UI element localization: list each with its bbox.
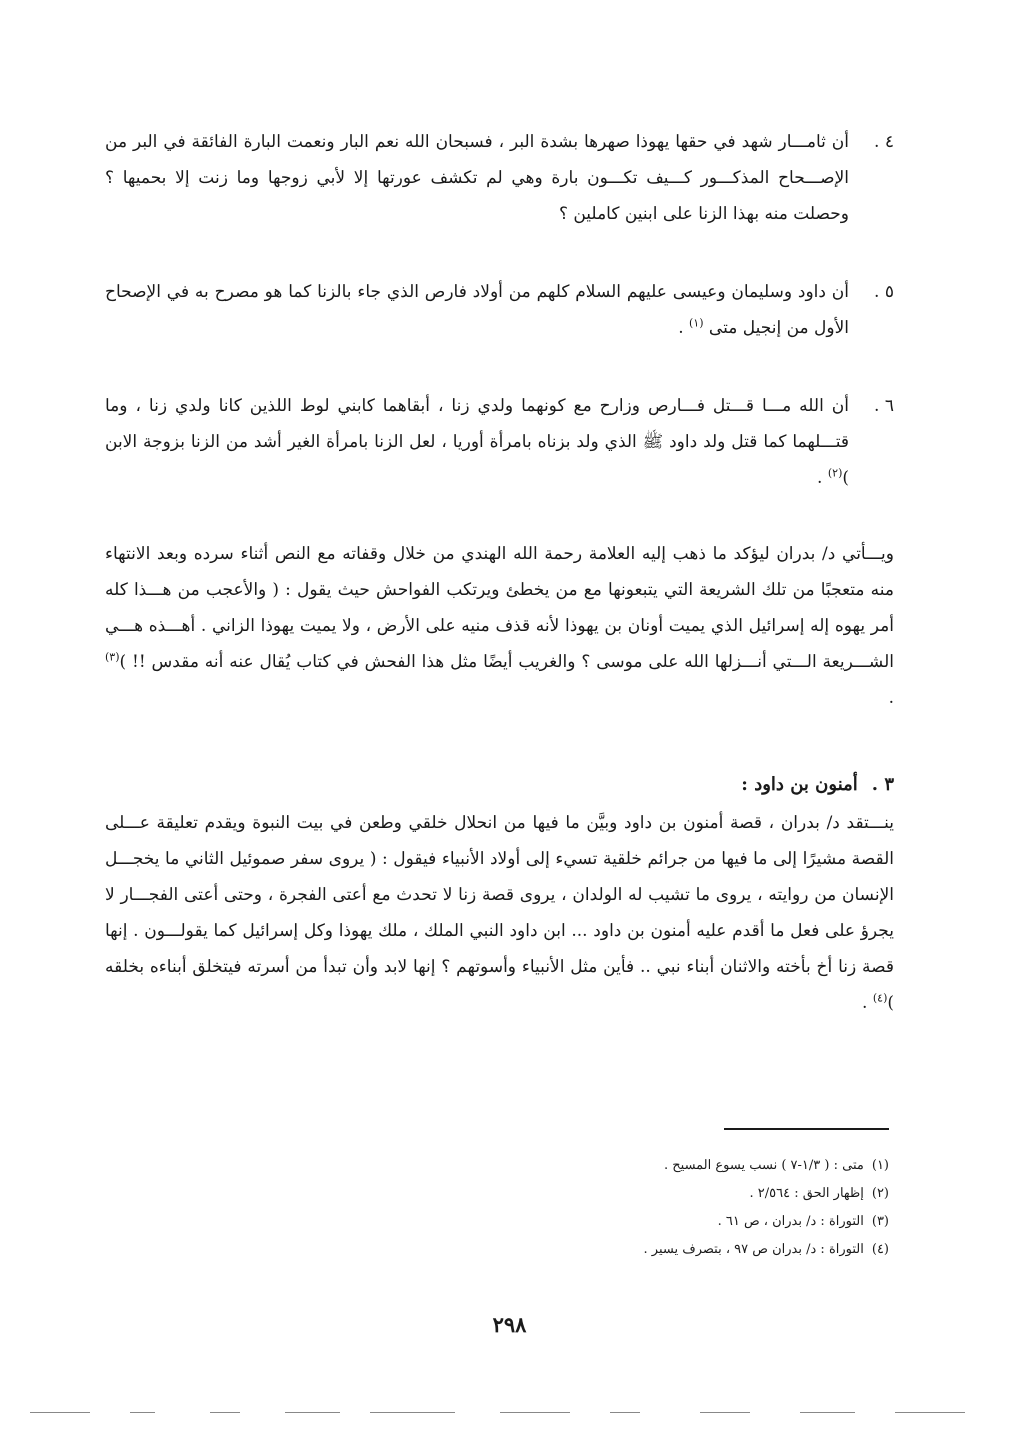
section-number: ٣ . xyxy=(871,774,894,795)
page-number: ٢٩٨ xyxy=(492,1312,527,1337)
list-item-number: ٤ . xyxy=(874,132,894,152)
section-title: أمنون بن داود : xyxy=(741,774,858,795)
footnote-number: (٤) xyxy=(871,1242,889,1257)
footnote-4 xyxy=(644,1236,889,1264)
footnote-text: إظهار الحق : ٢/٥٦٤ . xyxy=(749,1186,864,1201)
footnote-text: التوراة : د/ بدران ص ٩٧ ، بتصرف يسير . xyxy=(643,1242,864,1257)
scan-edge-mark xyxy=(800,1412,855,1413)
scan-edge-mark xyxy=(895,1412,965,1413)
footnote-reference: (٣) xyxy=(105,650,120,664)
footnote-separator xyxy=(724,1128,889,1130)
paragraph-amnon-story xyxy=(105,805,894,1021)
footnote-text: التوراة : د/ بدران ، ص ٦١ . xyxy=(717,1214,864,1229)
list-item-number: ٥ . xyxy=(874,282,894,302)
list-item-5 xyxy=(105,274,894,346)
paragraph-tail: . xyxy=(862,993,873,1013)
footnote-3 xyxy=(644,1208,889,1236)
paragraph-tail: . xyxy=(888,688,894,708)
list-item-number: ٦ . xyxy=(874,396,894,416)
scan-edge-mark xyxy=(285,1412,340,1413)
footnotes xyxy=(644,1152,889,1264)
scan-edge-mark xyxy=(30,1412,90,1413)
list-item-text: أن ثامـــار شهد في حقها يهوذا صهرها بشدة البر ، فسبحان الله نعم البار ونعمت البارة الفائقة في البر من الإصـــحاح المذكـــور كـــيف تكـــون بارة وهي لم تكشف عورتها إلا لأبي زوجها وما زنت إلا بحميها ؟ وحصلت منه بهذا الزنا على ابنين كاملين ؟ xyxy=(105,132,849,224)
list-item-tail: . xyxy=(817,468,828,488)
list-item-body xyxy=(105,274,849,346)
scan-edge-mark xyxy=(130,1412,155,1413)
scan-edge-mark xyxy=(370,1412,455,1413)
footnote-number: (٣) xyxy=(871,1214,889,1229)
footnote-text: متى : ( ١/٣-٧ ) نسب يسوع المسيح . xyxy=(663,1158,864,1173)
section-heading xyxy=(741,767,894,803)
list-item-4 xyxy=(105,124,894,232)
scan-edge-mark xyxy=(500,1412,570,1413)
paragraph-badran-commentary xyxy=(105,536,894,716)
scan-edge-mark xyxy=(210,1412,240,1413)
scan-edge-mark xyxy=(610,1412,640,1413)
footnote-reference: (١) xyxy=(689,316,704,330)
list-item-text: أن داود وسليمان وعيسى عليهم السلام كلهم من أولاد فارص الذي جاء بالزنا كما هو مصرح به في الإصحاح الأول من إنجيل متى xyxy=(105,282,849,338)
scan-edge-mark xyxy=(700,1412,750,1413)
footnote-reference: (٢) xyxy=(827,466,843,480)
list-item-tail: . xyxy=(678,318,689,338)
footnote-2 xyxy=(644,1180,889,1208)
footnote-1 xyxy=(644,1152,889,1180)
paragraph-text: ينـــتقد د/ بدران ، قصة أمنون بن داود وبيَّن ما فيها من انحلال خلقي وطعن في بيت النبوة ويقدم تعليقة عـــلى القصة مشيرًا إلى ما فيها من جرائم خلقية تسيء إلى أولاد الأنبياء فيقول : ( يروى سفر صموئيل الثاني ما يخجـــل الإنسان من روايته ، يروى ما تشيب له الولدان ، يروى قصة زنا لا تحدث مع أعتى الفجرة ، وحتى أعتى الفجـــار لا يجرؤ على فعل ما أقدم عليه أمنون بن داود ... ابن داود النبي الملك ، ملك يهوذا وكل إسرائيل كما يقولـــون . إنها قصة زنا أخ بأخته والاثنان أبناء نبي .. فأين مثل الأنبياء وأسوتهم ؟ إنها لابد وأن تبدأ من أسرته فيتخلق أبناءه بخلقه ) xyxy=(105,813,894,1013)
list-item-text: أن الله مـــا قـــتل فـــارص وزارح مع كونهما ولدي زنا ، أبقاهما كابني لوط اللذين كانا ولدي زنا ، وما قتـــلهما كما قتل ولد داود ﷺ الذي ولد بزناه بامرأة أوريا ، لعل الزنا بامرأة الغير أشد من الزنا بزوجة الابن ) xyxy=(105,396,849,488)
footnote-number: (١) xyxy=(871,1158,889,1173)
list-item-6 xyxy=(105,388,894,496)
paragraph-text: ويـــأتي د/ بدران ليؤكد ما ذهب إليه العلامة رحمة الله الهندي من خلال وقفاته مع النص أثناء سرده وبعد الانتهاء منه متعجبًا من تلك الشريعة التي يتبعونها مع من يخطئ ويرتكب الفواحش حيث يقول : ( والأعجب من هـــذا كله أمر يهوه إله إسرائيل الذي يميت أونان بن يهوذا لأنه قذف منيه على الأرض ، ولا يميت يهوذا الزاني . أهـــذه هـــي الشـــريعة الـــتي أنـــزلها الله على موسى ؟ والغريب أيضًا مثل هذا الفحش في كتاب يُقال عنه أنه مقدس !! ) xyxy=(105,544,894,672)
footnote-reference: (٤) xyxy=(872,991,888,1005)
footnote-number: (٢) xyxy=(871,1186,889,1201)
list-item-body xyxy=(105,388,849,496)
